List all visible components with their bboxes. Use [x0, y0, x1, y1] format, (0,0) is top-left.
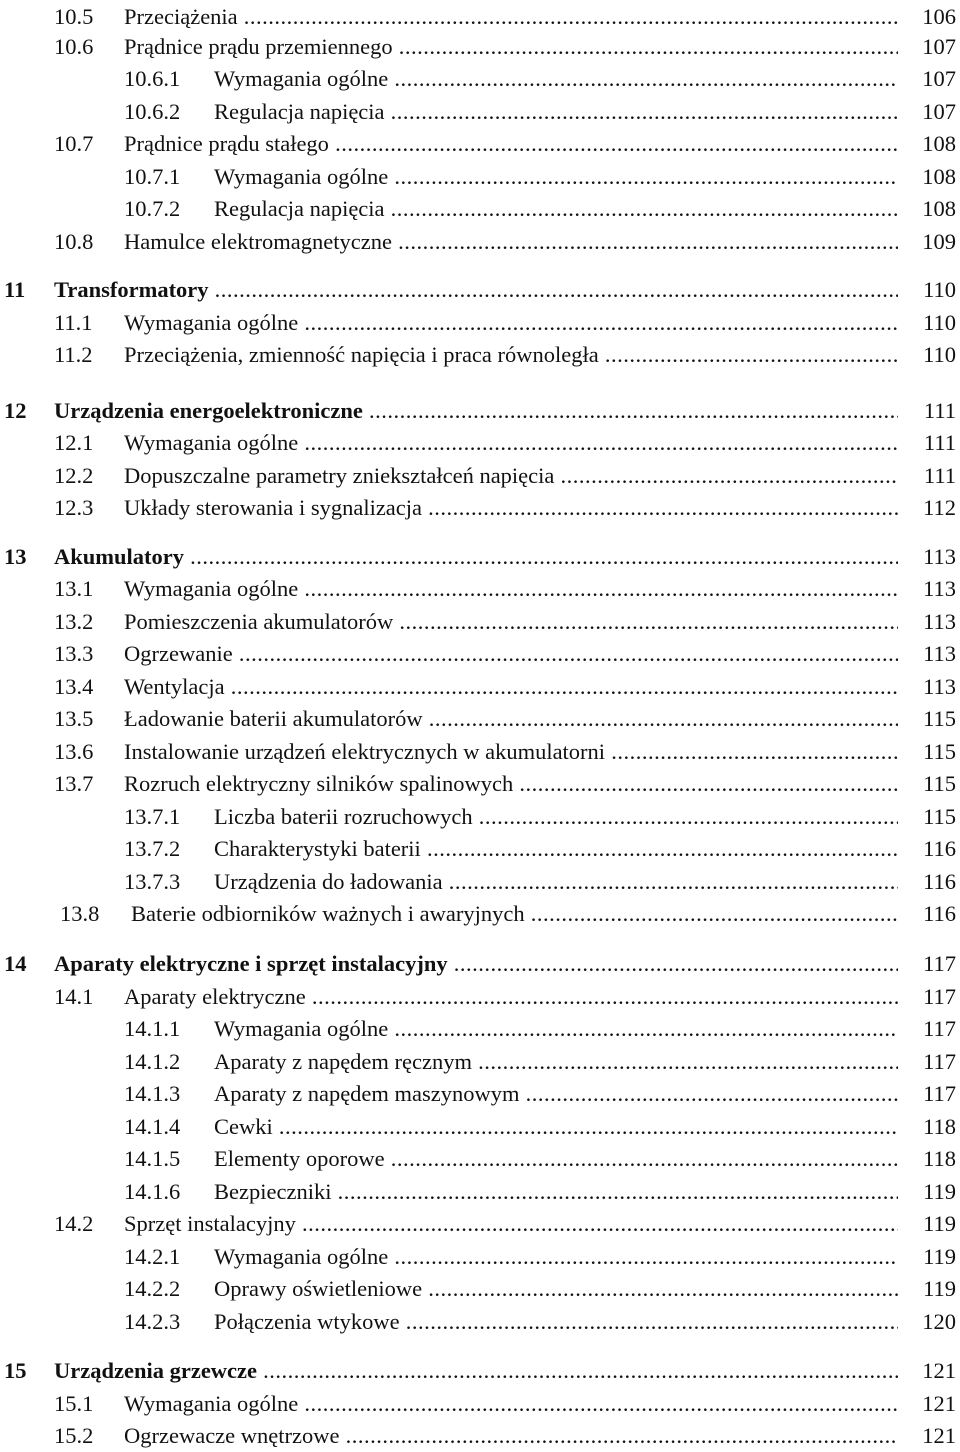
entry-number: 13.1 — [54, 576, 94, 601]
toc-entry[interactable] — [0, 980, 960, 1013]
entry-page-number: 113 — [923, 674, 956, 699]
entry-number: 10.6 — [54, 34, 94, 59]
toc-entry[interactable] — [0, 1175, 960, 1208]
entry-number: 14.2 — [54, 1211, 94, 1236]
entry-title: Ładowanie baterii akumulatorów ..... — [124, 702, 898, 735]
entry-number: 12.1 — [54, 430, 94, 455]
entry-title: Układy sterowania i sygnalizacja ..... — [124, 491, 898, 524]
entry-page-number: 119 — [923, 1276, 956, 1301]
toc-chapter-entry[interactable] — [0, 1354, 960, 1387]
entry-title: Ogrzewanie ..... — [124, 637, 898, 670]
entry-number: 10.7.2 — [124, 196, 181, 221]
toc-chapter-entry[interactable] — [0, 540, 960, 573]
entry-number: 10.7.1 — [124, 164, 181, 189]
entry-title: Hamulce elektromagnetyczne ..... — [124, 225, 898, 258]
entry-title: Baterie odbiorników ważnych i awaryjnych ..... — [131, 897, 898, 930]
entry-number: 13.3 — [54, 641, 94, 666]
entry-title: Regulacja napięcia ..... — [214, 192, 898, 225]
entry-number: 15 — [4, 1358, 27, 1383]
entry-title: Sprzęt instalacyjny ..... — [124, 1207, 898, 1240]
toc-entry[interactable] — [0, 1207, 960, 1240]
toc-entry[interactable] — [0, 1272, 960, 1305]
entry-page-number: 110 — [923, 342, 956, 367]
entry-title: Wymagania ogólne ..... — [214, 1240, 898, 1273]
entry-page-number: 118 — [923, 1114, 956, 1139]
toc-entry[interactable] — [0, 1305, 960, 1338]
toc-entry[interactable] — [0, 306, 960, 339]
entry-page-number: 119 — [923, 1211, 956, 1236]
entry-title: Instalowanie urządzeń elektrycznych w akumulatorni ..... — [124, 735, 898, 768]
toc-entry[interactable] — [0, 897, 960, 930]
entry-page-number: 121 — [922, 1358, 956, 1383]
toc-entry[interactable] — [0, 1045, 960, 1078]
entry-number: 14.1.6 — [124, 1179, 181, 1204]
entry-title: Ogrzewacze wnętrzowe ..... — [124, 1419, 898, 1452]
entry-title: Dopuszczalne parametry zniekształceń napięcia ..... — [124, 459, 898, 492]
entry-page-number: 107 — [922, 66, 956, 91]
toc-entry[interactable] — [0, 735, 960, 768]
entry-title: Urządzenia do ładowania ..... — [214, 865, 898, 898]
entry-number: 15.2 — [54, 1423, 94, 1448]
entry-title: Regulacja napięcia ..... — [214, 95, 898, 128]
entry-number: 13.8 — [60, 901, 100, 926]
entry-title: Wymagania ogólne ..... — [124, 1387, 898, 1420]
toc-entry[interactable] — [0, 95, 960, 128]
entry-number: 13 — [4, 544, 27, 569]
toc-entry[interactable] — [0, 459, 960, 492]
entry-number: 13.7.2 — [124, 836, 181, 861]
entry-page-number: 111 — [923, 463, 956, 488]
toc-entry[interactable] — [0, 670, 960, 703]
toc-entry[interactable] — [0, 1110, 960, 1143]
entry-page-number: 111 — [923, 430, 956, 455]
entry-title: Wymagania ogólne ..... — [214, 160, 898, 193]
entry-number: 14.2.2 — [124, 1276, 181, 1301]
toc-entry[interactable] — [0, 767, 960, 800]
entry-page-number: 111 — [923, 398, 956, 423]
entry-number: 10.6.1 — [124, 66, 181, 91]
entry-page-number: 116 — [923, 901, 956, 926]
entry-page-number: 119 — [923, 1244, 956, 1269]
toc-entry[interactable] — [0, 426, 960, 459]
entry-page-number: 120 — [922, 1309, 956, 1334]
entry-number: 10.5 — [54, 4, 94, 29]
entry-page-number: 108 — [922, 196, 956, 221]
entry-number: 14.2.3 — [124, 1309, 181, 1334]
entry-page-number: 113 — [923, 576, 956, 601]
entry-page-number: 117 — [923, 1081, 956, 1106]
entry-title: Przeciążenia, zmienność napięcia i praca równoległa ..... — [124, 338, 898, 371]
toc-chapter-entry[interactable] — [0, 273, 960, 306]
entry-page-number: 113 — [923, 641, 956, 666]
entry-title: Prądnice prądu przemiennego ..... — [124, 30, 898, 63]
entry-page-number: 117 — [923, 1049, 956, 1074]
toc-entry[interactable] — [0, 192, 960, 225]
entry-number: 13.5 — [54, 706, 94, 731]
entry-number: 12.3 — [54, 495, 94, 520]
toc-entry[interactable] — [0, 1240, 960, 1273]
toc-entry[interactable] — [0, 1142, 960, 1175]
toc-entry[interactable] — [0, 338, 960, 371]
entry-title: Wymagania ogólne ..... — [214, 1012, 898, 1045]
entry-number: 13.7.3 — [124, 869, 181, 894]
entry-title: Wymagania ogólne ..... — [124, 572, 898, 605]
entry-number: 12.2 — [54, 463, 94, 488]
entry-title: Przeciążenia ..... — [124, 0, 898, 33]
entry-number: 12 — [4, 398, 27, 423]
entry-page-number: 115 — [923, 804, 956, 829]
entry-title: Aparaty z napędem maszynowym ..... — [214, 1077, 898, 1110]
toc-entry[interactable] — [0, 62, 960, 95]
entry-number: 14.2.1 — [124, 1244, 181, 1269]
entry-page-number: 116 — [923, 836, 956, 861]
entry-number: 10.7 — [54, 131, 94, 156]
entry-page-number: 117 — [923, 951, 956, 976]
entry-title: Oprawy oświetleniowe ..... — [214, 1272, 898, 1305]
entry-page-number: 107 — [922, 99, 956, 124]
entry-page-number: 113 — [923, 544, 956, 569]
entry-title: Rozruch elektryczny silników spalinowych ..... — [124, 767, 898, 800]
entry-title: Urządzenia grzewcze ..... — [54, 1354, 898, 1387]
entry-page-number: 112 — [923, 495, 956, 520]
entry-number: 14.1.2 — [124, 1049, 181, 1074]
entry-number: 13.7.1 — [124, 804, 181, 829]
entry-page-number: 110 — [923, 310, 956, 335]
entry-page-number: 106 — [922, 4, 956, 29]
entry-page-number: 115 — [923, 739, 956, 764]
toc-chapter-entry[interactable] — [0, 394, 960, 427]
entry-number: 13.6 — [54, 739, 94, 764]
entry-page-number: 108 — [922, 131, 956, 156]
entry-number: 10.6.2 — [124, 99, 181, 124]
toc-entry[interactable] — [0, 800, 960, 833]
toc-entry[interactable] — [0, 605, 960, 638]
entry-page-number: 115 — [923, 771, 956, 796]
entry-title: Transformatory ..... — [54, 273, 898, 306]
toc-entry[interactable] — [0, 491, 960, 524]
entry-page-number: 121 — [922, 1423, 956, 1448]
entry-number: 11.1 — [54, 310, 93, 335]
entry-page-number: 121 — [922, 1391, 956, 1416]
entry-title: Aparaty z napędem ręcznym ..... — [214, 1045, 898, 1078]
toc-entry[interactable] — [0, 30, 960, 63]
entry-page-number: 117 — [923, 1016, 956, 1041]
toc-entry[interactable] — [0, 1387, 960, 1420]
entry-title: Urządzenia energoelektroniczne ..... — [54, 394, 898, 427]
entry-title: Akumulatory ..... — [54, 540, 898, 573]
entry-number: 14.1.5 — [124, 1146, 181, 1171]
entry-page-number: 119 — [923, 1179, 956, 1204]
entry-page-number: 108 — [922, 164, 956, 189]
entry-title: Prądnice prądu stałego ..... — [124, 127, 898, 160]
entry-page-number: 107 — [922, 34, 956, 59]
toc-entry[interactable] — [0, 572, 960, 605]
toc-entry[interactable] — [0, 637, 960, 670]
entry-title: Aparaty elektryczne i sprzęt instalacyjny ..... — [54, 947, 898, 980]
toc-entry[interactable] — [0, 0, 960, 33]
entry-title: Bezpieczniki ..... — [214, 1175, 898, 1208]
entry-page-number: 117 — [923, 984, 956, 1009]
toc-entry[interactable] — [0, 225, 960, 258]
toc-entry[interactable] — [0, 702, 960, 735]
entry-title: Wentylacja ..... — [124, 670, 898, 703]
entry-title: Pomieszczenia akumulatorów ..... — [124, 605, 898, 638]
entry-number: 11 — [4, 277, 26, 302]
toc-entry[interactable] — [0, 1012, 960, 1045]
entry-number: 14.1.1 — [124, 1016, 181, 1041]
toc-chapter-entry[interactable] — [0, 947, 960, 980]
entry-title: Aparaty elektryczne ..... — [124, 980, 898, 1013]
entry-title: Charakterystyki baterii ..... — [214, 832, 898, 865]
entry-number: 14.1.4 — [124, 1114, 181, 1139]
entry-page-number: 110 — [923, 277, 956, 302]
entry-title: Elementy oporowe ..... — [214, 1142, 898, 1175]
entry-title: Wymagania ogólne ..... — [124, 306, 898, 339]
entry-number: 13.4 — [54, 674, 94, 699]
entry-page-number: 118 — [923, 1146, 956, 1171]
toc-entry[interactable] — [0, 127, 960, 160]
entry-title: Cewki ..... — [214, 1110, 898, 1143]
entry-page-number: 116 — [923, 869, 956, 894]
entry-number: 11.2 — [54, 342, 93, 367]
entry-number: 13.2 — [54, 609, 94, 634]
entry-title: Wymagania ogólne ..... — [124, 426, 898, 459]
entry-number: 14 — [4, 951, 27, 976]
entry-page-number: 109 — [922, 229, 956, 254]
entry-title: Liczba baterii rozruchowych ..... — [214, 800, 898, 833]
entry-page-number: 113 — [923, 609, 956, 634]
entry-number: 15.1 — [54, 1391, 94, 1416]
entry-title: Połączenia wtykowe ..... — [214, 1305, 898, 1338]
toc-entry[interactable] — [0, 832, 960, 865]
toc-entry[interactable] — [0, 865, 960, 898]
toc-entry[interactable] — [0, 1419, 960, 1452]
toc-entry[interactable] — [0, 1077, 960, 1110]
entry-page-number: 115 — [923, 706, 956, 731]
entry-number: 10.8 — [54, 229, 94, 254]
entry-number: 13.7 — [54, 771, 94, 796]
toc-entry[interactable] — [0, 160, 960, 193]
entry-number: 14.1 — [54, 984, 94, 1009]
entry-number: 14.1.3 — [124, 1081, 181, 1106]
entry-title: Wymagania ogólne ..... — [214, 62, 898, 95]
